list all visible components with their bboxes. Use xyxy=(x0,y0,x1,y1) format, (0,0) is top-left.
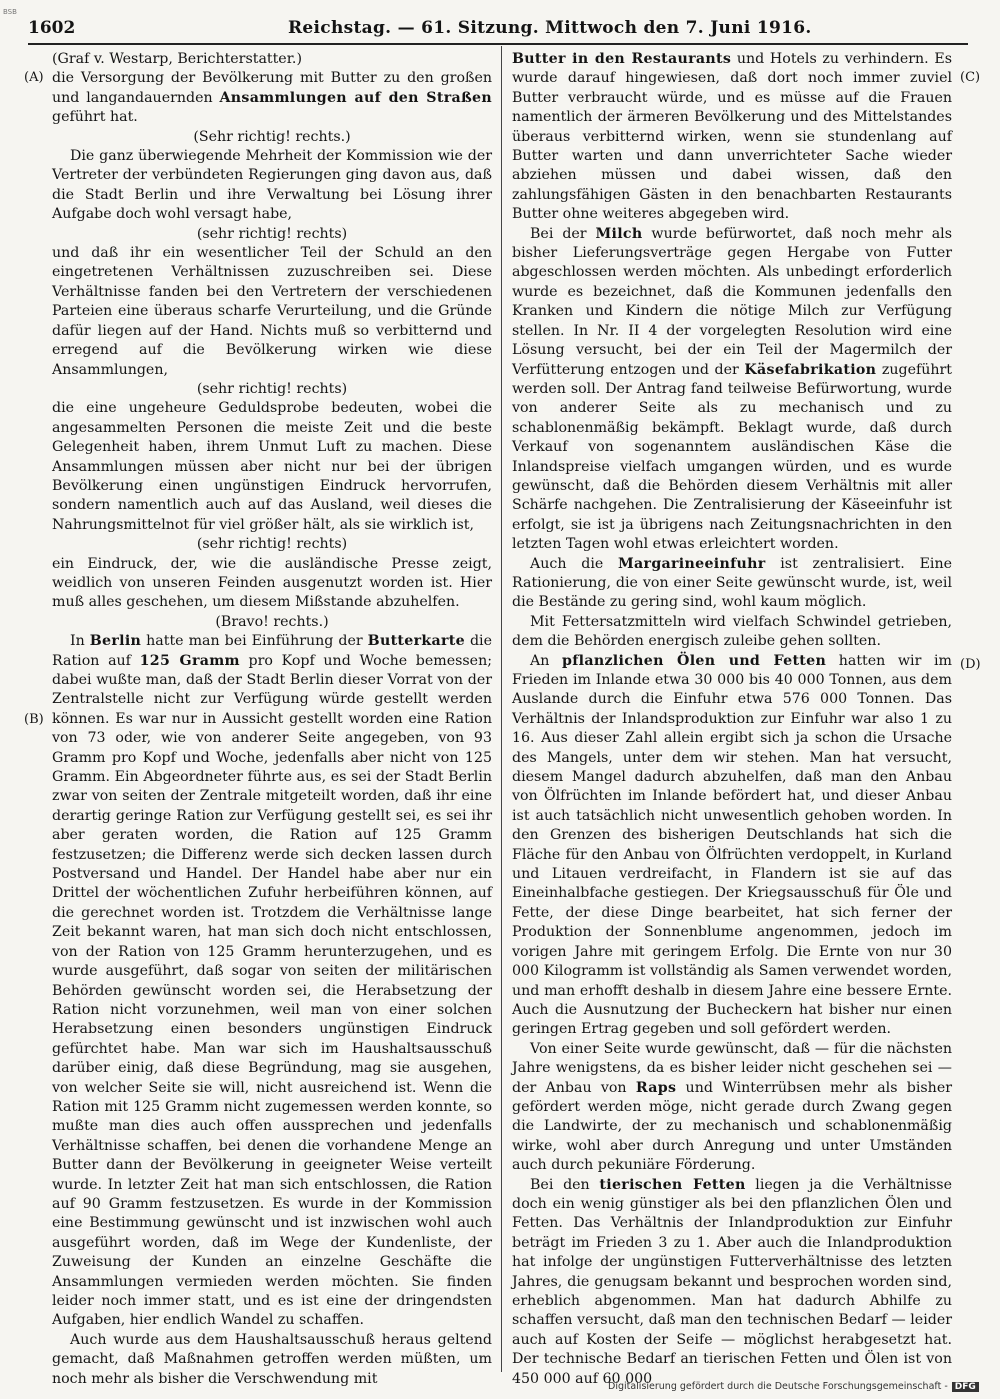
margin-marker-b: (B) xyxy=(24,712,44,727)
emphasis: Käsefabrikation xyxy=(744,361,877,378)
emphasis: pflanzlichen Ölen und Fetten xyxy=(562,652,827,669)
paragraph: die eine ungeheure Geduldsprobe bedeuten, wobei die angesammelten Personen die meiste Zeit und die beste Gelegenheit haben, ihrem Unmut Luft zu machen. Diese Ansammlungen müssen aber nicht nur bei der übrigen Bevölkerung einen ungünstigen Eindruck hervorrufen, sondern namentlich auch auf das Ausland, weil dieses die Nahrungsmittelnot für viel größer hält, als sie wirklich ist, xyxy=(52,400,492,533)
left-column xyxy=(52,50,492,1389)
paragraph: An pflanzlichen Ölen und Fetten hatten wir im Frieden im Inlande etwa 30 000 bis 40 000 Tonnen, aus dem Auslande durch die Einfuhr etwa 576 000 Tonnen. Das Verhältnis der Inlandsproduktion zur Einfuhr war also 1 zu 16. Aus dieser Zahl allein ergibt sich ja schon die Ursache des Mangels, unter dem wir stehen. Man hat versucht, diesem Mangel dadurch abzuhelfen, daß man den Anbau von Ölfrüchten im Inlande befördert hat, und dieser Anbau ist auch tatsächlich nicht unwesentlich gehoben worden. In den Grenzen des bisherigen Deutschlands hat sich die Fläche für den Anbau von Ölfrüchten verdoppelt, in Kurland und Litauen verdreifacht, in Flandern ist sie auf das Eineinhalbfache gestiegen. Der Kriegsausschuß für Öle und Fette, der diese Dinge bearbeitet, hat sich ferner der Produktion der Sonnenblume angenommen, jedoch im vorigen Jahre mit geringem Erfolg. Die Ernte von nur 30 000 Kilogramm ist vollständig als Samen verwendet worden, und man erhofft deshalb in diesem Jahre eine bessere Ernte. Auch die Ausnutzung der Bucheckern hat bisher nur einen geringen Ertrag gegeben und soll gefördert werden. xyxy=(512,652,952,1038)
interjection: (Bravo! rechts.) xyxy=(215,613,329,630)
footer-text: Digitalisierung gefördert durch die Deutsche Forschungsgemeinschaft - xyxy=(608,1381,948,1392)
paragraph: In Berlin hatte man bei Einführung der Butterkarte die Ration auf 125 Gramm pro Kopf und Woche bemessen; dabei wußte man, daß der Stadt Berlin dieser Vorrat von der Zentralstelle nicht zur Verfügung würde gestellt werden können. Es war nur in Aussicht gestellt worden eine Ration von 73 oder, wie von anderer Seite angegeben, von 93 Gramm pro Kopf und Woche, jedenfalls aber nicht von 125 Gramm. Ein Abgeordneter führte aus, es sei der Stadt Berlin zwar von seiten der Zentrale mitgeteilt worden, daß ihr eine derartig geringe Ration zur Verfügung gestellt sei, es sei ihr aber geraten worden, die Ration auf 125 Gramm festzusetzen; die Differenz werde sich decken lassen durch Postversand und Handel. Der Handel habe aber nur ein Drittel der wöchentlichen Zufuhr herbeiführen können, auf die gerechnet worden ist. Trotzdem die Verhältnisse lange Zeit bekannt waren, hat man sich doch nicht entschlossen, von der Ration von 125 Gramm herunterzugehen, und es wurde ausgeführt, daß sogar von seiten der militärischen Behörden gewünscht worden sei, die Herabsetzung der Ration nicht vorzunehmen, weil man von einer solchen Herabsetzung einen besonders ungünstigen Eindruck gefürchtet habe. Man war sich im Haushaltsausschuß darüber einig, daß diese Begründung, mag sie ausgehen, von welcher Seite sie will, nicht ausreichend ist. Wenn die Ration mit 125 Gramm nicht zugemessen werden konnte, so mußte man dies auch offen aussprechen und jedenfalls Verhältnisse schaffen, bei denen die vorhandene Menge an Butter dann der Bevölkerung in geeigneter Weise verteilt wurde. In letzter Zeit hat man sich entschlossen, die Ration auf 90 Gramm festzusetzen. Es wurde in der Kommission eine Bestimmung gewünscht und ist inzwischen wohl auch ausgeführt worden, daß im Wege der Kundenliste, der Zuweisung der Kunden an einzelne Geschäfte die Ansammlungen vermieden werden möchten. Sie finden leider noch immer statt, und es ist eine der dringendsten Aufgaben, hier endlich Wandel zu schaffen. xyxy=(52,633,492,1329)
emphasis: Butter in den Restaurants xyxy=(512,51,732,67)
paragraph: ein Eindruck, der, wie die ausländische Presse zeigt, weidlich von unseren Feinden ausgenutzt worden ist. Hier muß alles geschehen, um diesem Mißstande abzuhelfen. xyxy=(52,555,492,611)
margin-marker-d: (D) xyxy=(960,657,981,672)
paragraph: Bei der Milch wurde befürwortet, daß noch mehr als bisher Lieferungsverträge gegen Hergabe von Futter abgeschlossen werden möchten. Als unbedingt erforderlich wurde es bezeichnet, daß die Kommunen jedenfalls den Kranken und Kindern die nötige Milch zur Verfügung stellen. In Nr. II 4 der vorgelegten Resolution wird eine Lösung versucht, bei der ein Teil der Magermilch der Verfütterung entzogen und der Käsefabrikation zugeführt werden soll. Der Antrag fand teilweise Befürwortung, wurde von anderer Seite als zu mechanisch und zu schablonenmäßig bekämpft. Beklagt wurde, daß durch Verkauf von sogenanntem ausländischen Käse die Inlandspreise vielfach umgangen würden, und es wurde gewünscht, daß die Behörden diesem Verhältnis mit aller Schärfe nachgehen. Die Zentralisierung der Käseeinfuhr ist erfolgt, sie ist ja übrigens nach Zeitungsnachrichten in den letzten Tagen wohl etwas erleichtert worden. xyxy=(512,225,952,553)
column-divider xyxy=(501,46,502,1372)
margin-marker-c: (C) xyxy=(960,70,981,85)
speaker-note: (Graf v. Westarp, Berichterstatter.) xyxy=(52,51,302,67)
margin-marker-a: (A) xyxy=(24,70,44,85)
right-column xyxy=(512,50,952,1389)
interjection: (sehr richtig! rechts) xyxy=(196,380,348,397)
paragraph: und daß ihr ein wesentlicher Teil der Schuld an den eingetretenen Verhältnissen zuzuschreiben sei. Diese Verhältnisse fanden bei den Vertretern der verschiedenen Parteien eine überaus scharfe Verurteilung, und die Gründe dafür liegen auf der Hand. Nichts muß so verbitternd und erregend auf die Bevölkerung wirken wie diese Ansammlungen, xyxy=(52,245,492,378)
emphasis: Butterkarte xyxy=(367,633,465,650)
interjection: (Sehr richtig! rechts.) xyxy=(193,128,351,145)
interjection: (sehr richtig! rechts) xyxy=(196,536,348,553)
emphasis: Milch xyxy=(595,225,643,242)
paragraph: Bei den tierischen Fetten liegen ja die Verhältnisse doch ein wenig günstiger als bei den pflanzlichen Ölen und Fetten. Das Verhältnis der Inlandproduktion zur Einfuhr beträgt im Frieden 3 zu 1. Aber auch die Inlandproduktion hat infolge der ungünstigen Futterverhältnisse des letzten Jahres, die genugsam bekannt und besprochen worden sind, erheblich abgenommen. Man hat dadurch Abhilfe zu schaffen versucht, daß man den technischen Bedarf — leider auch auf Kosten der Seife — möglichst herabgesetzt hat. Der technische Bedarf an tierischen Fetten und Ölen ist von 450 000 auf 60 000 xyxy=(512,1176,952,1387)
paragraph: die Versorgung der Bevölkerung mit Butter zu den großen und langandauernden Ansammlungen auf den Straßen geführt hat. xyxy=(52,70,492,126)
page-title: Reichstag. — 61. Sitzung. Mittwoch den 7. Juni 1916. xyxy=(288,18,812,38)
library-stamp: BSB xyxy=(3,8,17,16)
emphasis: 125 Gramm xyxy=(139,652,240,669)
emphasis: Ansammlungen auf den Straßen xyxy=(219,89,492,106)
paragraph: Mit Fettersatzmitteln wird vielfach Schwindel getrieben, dem die Behörden energisch zuleibe gehen sollten. xyxy=(512,613,952,650)
header-rule xyxy=(28,43,968,45)
paragraph: Von einer Seite wurde gewünscht, daß — für die nächsten Jahre wenigstens, da es bisher leider nicht geschehen sei — der Anbau von Raps und Winterrübsen mehr als bisher gefördert werden möge, nicht gerade durch Zwang gegen die Landwirte, der zu mechanisch und schablonenmäßig wirke, wohl aber durch Anregung und unter Umständen auch durch pekuniäre Förderung. xyxy=(512,1040,952,1174)
paragraph: Die ganz überwiegende Mehrheit der Kommission wie der Vertreter der verbündeten Regierungen ging davon aus, daß die Stadt Berlin und ihre Verwaltung bei Lösung ihrer Aufgabe doch wohl versagt habe, xyxy=(52,148,492,223)
interjection: (sehr richtig! rechts) xyxy=(196,225,348,242)
emphasis: Margarineeinfuhr xyxy=(618,555,766,572)
dfg-logo: DFG xyxy=(952,1382,979,1392)
page-number: 1602 xyxy=(28,18,76,38)
emphasis: Berlin xyxy=(89,633,142,650)
paragraph: Butter in den Restaurants und Hotels zu verhindern. Es wurde darauf hingewiesen, daß dort noch immer zuviel Butter verbraucht würde, und es müsse auf die Frauen namentlich der ärmeren Bevölkerung und des Mittelstandes überaus verbitternd wirken, wenn sie stundenlang auf Butter warten und dann unverrichteter Sache wieder abziehen müssen und dabei wissen, daß den zahlungsfähigen Gästen in den benachbarten Restaurants Butter ohne weiteres abgegeben wird. xyxy=(512,51,952,223)
paragraph: Auch die Margarineeinfuhr ist zentralisiert. Eine Rationierung, die von einer Seite gewünscht wurde, ist, weil die Bestände zu gering sind, wohl kaum möglich. xyxy=(512,555,952,611)
paragraph: Auch wurde aus dem Haushaltsausschuß heraus geltend gemacht, daß Maßnahmen getroffen werden müßten, um noch mehr als bisher die Verschwendung mit xyxy=(52,1331,492,1387)
emphasis: Raps xyxy=(635,1079,677,1096)
page-header xyxy=(28,18,968,44)
footer-credit xyxy=(608,1381,979,1392)
emphasis: tierischen Fetten xyxy=(599,1176,746,1193)
